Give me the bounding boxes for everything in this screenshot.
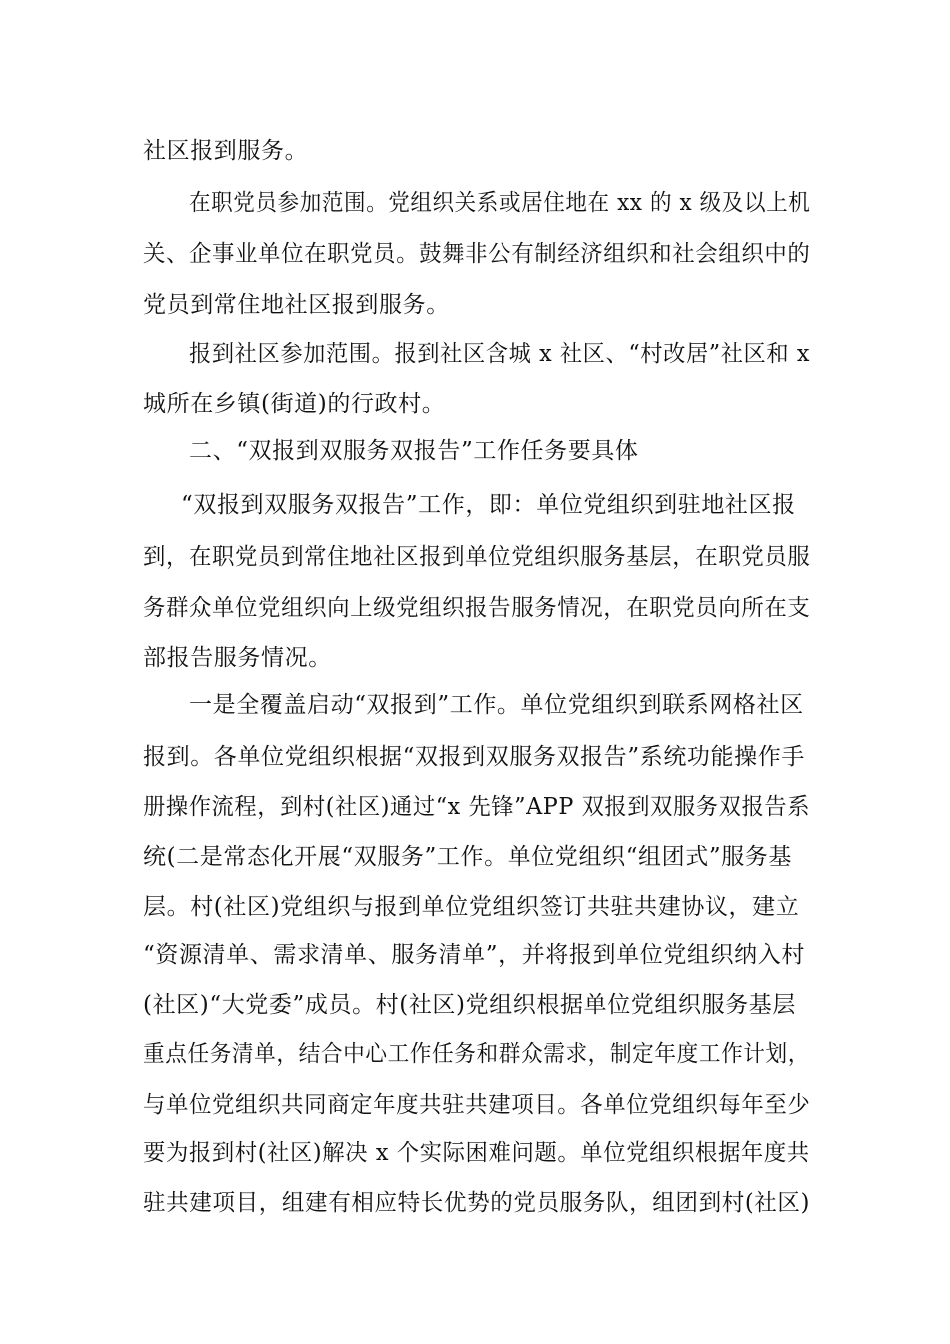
text-line: 驻共建项目，组建有相应特长优势的党员服务队，组团到村(社区) (143, 1190, 810, 1216)
text-line: 务群众单位党组织向上级党组织报告服务情况，在职党员向所在支 (143, 595, 811, 621)
text-line: 党员到常住地社区报到服务。 (143, 292, 450, 318)
text-line: 与单位党组织共同商定年度共驻共建项目。各单位党组织每年至少 (143, 1092, 811, 1118)
text-line: 统(二是常态化开展“双服务”工作。单位党组织“组团式”服务基 (143, 844, 793, 870)
text-line: 报到社区参加范围。报到社区含城 x 社区、“村改居”社区和 x (189, 341, 811, 367)
section-heading: 二、“双报到双服务双报告”工作任务要具体 (189, 438, 639, 464)
text-line: 重点任务清单，结合中心工作任务和群众需求，制定年度工作计划， (143, 1041, 811, 1067)
text-line: 报到。各单位党组织根据“双报到双服务双报告”系统功能操作手 (143, 744, 805, 770)
text-line: 册操作流程，到村(社区)通过“x 先锋”APP 双报到双服务双报告系 (143, 794, 811, 820)
text-line: 到，在职党员到常住地社区报到单位党组织服务基层，在职党员服 (143, 544, 811, 570)
text-line: 社区报到服务。 (143, 138, 309, 164)
text-line: 要为报到村(社区)解决 x 个实际困难问题。单位党组织根据年度共 (143, 1140, 810, 1166)
text-line: 一是全覆盖启动“双报到”工作。单位党组织到联系网格社区 (189, 692, 804, 718)
text-line: “双报到双服务双报告”工作，即：单位党组织到驻地社区报 (181, 492, 796, 518)
text-line: (社区)“大党委”成员。村(社区)党组织根据单位党组织服务基层 (143, 992, 797, 1018)
text-line: 关、企事业单位在职党员。鼓舞非公有制经济组织和社会组织中的 (143, 241, 811, 267)
text-line: 在职党员参加范围。党组织关系或居住地在 xx 的 x 级及以上机 (189, 190, 811, 216)
text-line: 部报告服务情况。 (143, 645, 332, 671)
text-line: 城所在乡镇(街道)的行政村。 (143, 391, 446, 417)
text-line: 层。村(社区)党组织与报到单位党组织签订共驻共建协议，建立 (143, 894, 800, 920)
text-line: “资源清单、需求清单、服务清单”，并将报到单位党组织纳入村 (143, 942, 805, 968)
